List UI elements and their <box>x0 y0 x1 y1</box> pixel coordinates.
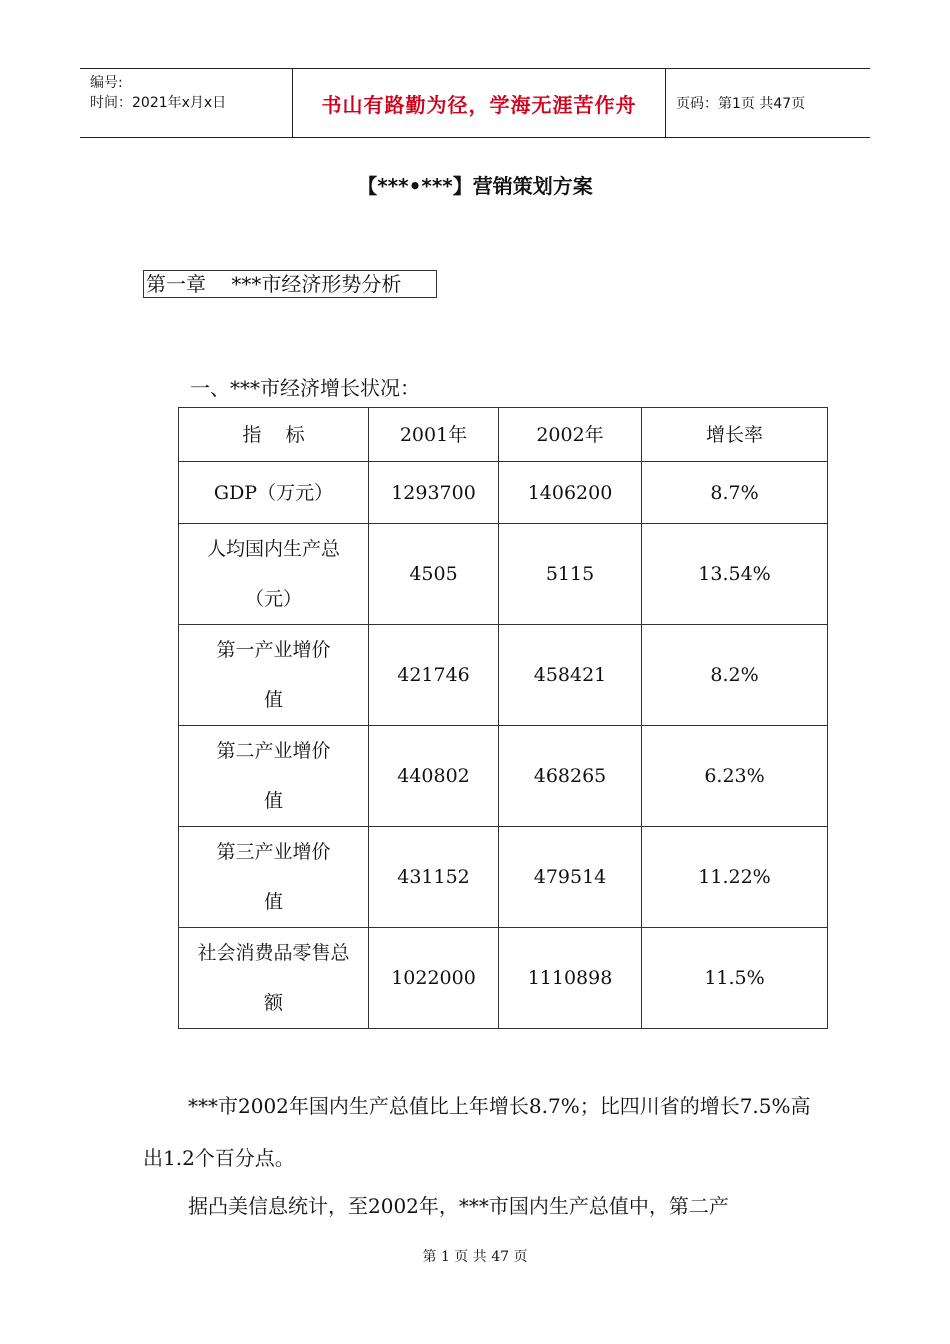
time-label: 时间：2021年x月x日 <box>90 95 227 111</box>
value-2002: 479514 <box>499 827 642 928</box>
growth-rate: 8.7% <box>642 462 828 524</box>
table-row <box>179 625 828 726</box>
page-header <box>80 68 870 138</box>
document-title: 【***•***】营销策划方案 <box>357 174 593 198</box>
header-page-info: 页码：第1页 共47页 <box>676 96 806 112</box>
row-label: 第三产业增价值 <box>179 827 369 928</box>
growth-rate: 8.2% <box>642 625 828 726</box>
table-row <box>179 524 828 625</box>
value-2002: 468265 <box>499 726 642 827</box>
table-row <box>179 928 828 1029</box>
value-2001: 1022000 <box>369 928 499 1029</box>
header-motto: 书山有路勤为径，学海无涯苦作舟 <box>292 69 666 137</box>
value-2002: 1110898 <box>499 928 642 1029</box>
growth-rate: 13.54% <box>642 524 828 625</box>
header-cell: 2001年 <box>369 408 499 462</box>
header-cell: 指 标 <box>179 408 369 462</box>
row-label: 第二产业增价值 <box>179 726 369 827</box>
economic-growth-table <box>178 407 828 1029</box>
value-2001: 431152 <box>369 827 499 928</box>
value-2002: 1406200 <box>499 462 642 524</box>
page-footer: 第 1 页 共 47 页 <box>422 1249 528 1265</box>
body-paragraph: 据凸美信息统计，至2002年，***市国内生产总值中，第二产 <box>188 1194 729 1218</box>
header-cell: 2002年 <box>499 408 642 462</box>
table-row <box>179 462 828 524</box>
section-heading: 一、***市经济增长状况： <box>190 376 420 400</box>
table-row <box>179 827 828 928</box>
row-label: GDP（万元） <box>179 462 369 524</box>
row-label: 第一产业增价值 <box>179 625 369 726</box>
value-2002: 458421 <box>499 625 642 726</box>
row-label: 社会消费品零售总额 <box>179 928 369 1029</box>
value-2001: 4505 <box>369 524 499 625</box>
value-2001: 440802 <box>369 726 499 827</box>
chapter-heading: 第一章 ***市经济形势分析 <box>143 270 437 298</box>
value-2001: 1293700 <box>369 462 499 524</box>
value-2002: 5115 <box>499 524 642 625</box>
table-row <box>179 726 828 827</box>
row-label: 人均国内生产总（元） <box>179 524 369 625</box>
value-2001: 421746 <box>369 625 499 726</box>
table-header-row <box>179 408 828 462</box>
growth-rate: 6.23% <box>642 726 828 827</box>
number-label: 编号: <box>90 75 123 91</box>
body-paragraph: ***市2002年国内生产总值比上年增长8.7%；比四川省的增长7.5%高出1.2个百分点。 <box>143 1094 811 1170</box>
header-cell: 增长率 <box>642 408 828 462</box>
growth-rate: 11.22% <box>642 827 828 928</box>
header-meta <box>80 69 292 137</box>
growth-rate: 11.5% <box>642 928 828 1029</box>
